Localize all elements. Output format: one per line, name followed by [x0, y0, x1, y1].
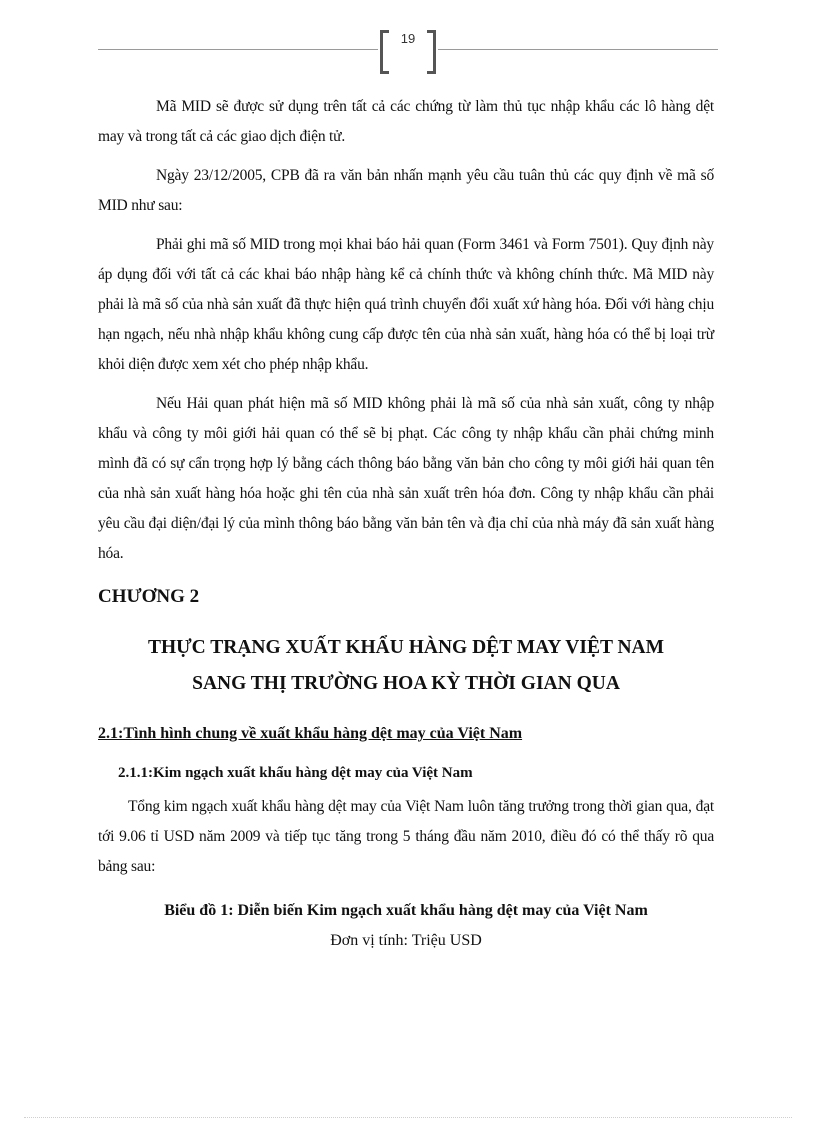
page-number: 19	[400, 31, 416, 46]
chapter-title-line-2: SANG THỊ TRƯỜNG HOA KỲ THỜI GIAN QUA	[192, 673, 620, 694]
subsection-heading: 2.1.1:Kim ngạch xuất khẩu hàng dệt may của Việt Nam	[118, 765, 473, 781]
paragraph-export-growth: Tổng kim ngạch xuất khẩu hàng dệt may của Việt Nam luôn tăng trưởng trong thời gian qua, đạt tới 9.06 tỉ USD năm 2009 và tiếp tục tăng trong 5 tháng đầu năm 2010, điều đó có thể thấy rõ qua bảng sau:	[98, 798, 714, 875]
chapter-title-line-1: THỰC TRẠNG XUẤT KHẨU HÀNG DỆT MAY VIỆT NAM	[147, 637, 665, 658]
header-rule-left	[98, 49, 378, 50]
right-bracket-decoration	[427, 30, 436, 74]
page-body	[98, 92, 714, 956]
paragraph-mid-usage: Mã MID sẽ được sử dụng trên tất cả các chứng từ làm thủ tục nhập khẩu các lô hàng dệt may và trong tất cả các giao dịch điện tử.	[98, 98, 714, 145]
paragraph-mid-requirement: Phải ghi mã số MID trong mọi khai báo hải quan (Form 3461 và Form 7501). Quy định này áp dụng đối với tất cả các khai báo nhập hàng kể cả chính thức và không chính thức. Mã MID này phải là mã số của nhà sản xuất đã thực hiện quá trình chuyển đổi xuất xứ hàng hóa. Đối với hàng chịu hạn ngạch, nếu nhà nhập khẩu không cung cấp được tên của nhà sản xuất, hàng hóa có thể bị loại trừ khỏi diện được xem xét cho phép nhập khẩu.	[98, 236, 714, 373]
paragraph-mid-penalty: Nếu Hải quan phát hiện mã số MID không phải là mã số của nhà sản xuất, công ty nhập khẩu và công ty môi giới hải quan có thể sẽ bị phạt. Các công ty nhập khẩu cần phải chứng minh mình đã có sự cẩn trọng hợp lý bằng cách thông báo bằng văn bản cho công ty môi giới hải quan tên của nhà sản xuất hàng hóa hoặc ghi tên của nhà sản xuất trên hóa đơn. Công ty nhập khẩu cần phải yêu cầu đại diện/đại lý của mình thông báo bằng văn bản tên và địa chỉ của nhà máy đã sản xuất hàng hóa.	[98, 395, 714, 562]
chapter-title	[98, 630, 714, 702]
header-rule-right	[438, 49, 718, 50]
paragraph-cpb-notice: Ngày 23/12/2005, CPB đã ra văn bản nhấn mạnh yêu cầu tuân thủ các quy định về mã số MID như sau:	[98, 167, 714, 214]
page-header	[98, 28, 718, 72]
footer-dotted-rule	[24, 1117, 792, 1118]
figure-title: Biểu đồ 1: Diễn biến Kim ngạch xuất khẩu hàng dệt may của Việt Nam	[164, 902, 648, 919]
section-heading: 2.1:Tình hình chung về xuất khẩu hàng dệt may của Việt Nam	[98, 725, 523, 742]
figure-unit: Đơn vị tính: Triệu USD	[330, 932, 482, 949]
chapter-heading: CHƯƠNG 2	[98, 586, 200, 607]
